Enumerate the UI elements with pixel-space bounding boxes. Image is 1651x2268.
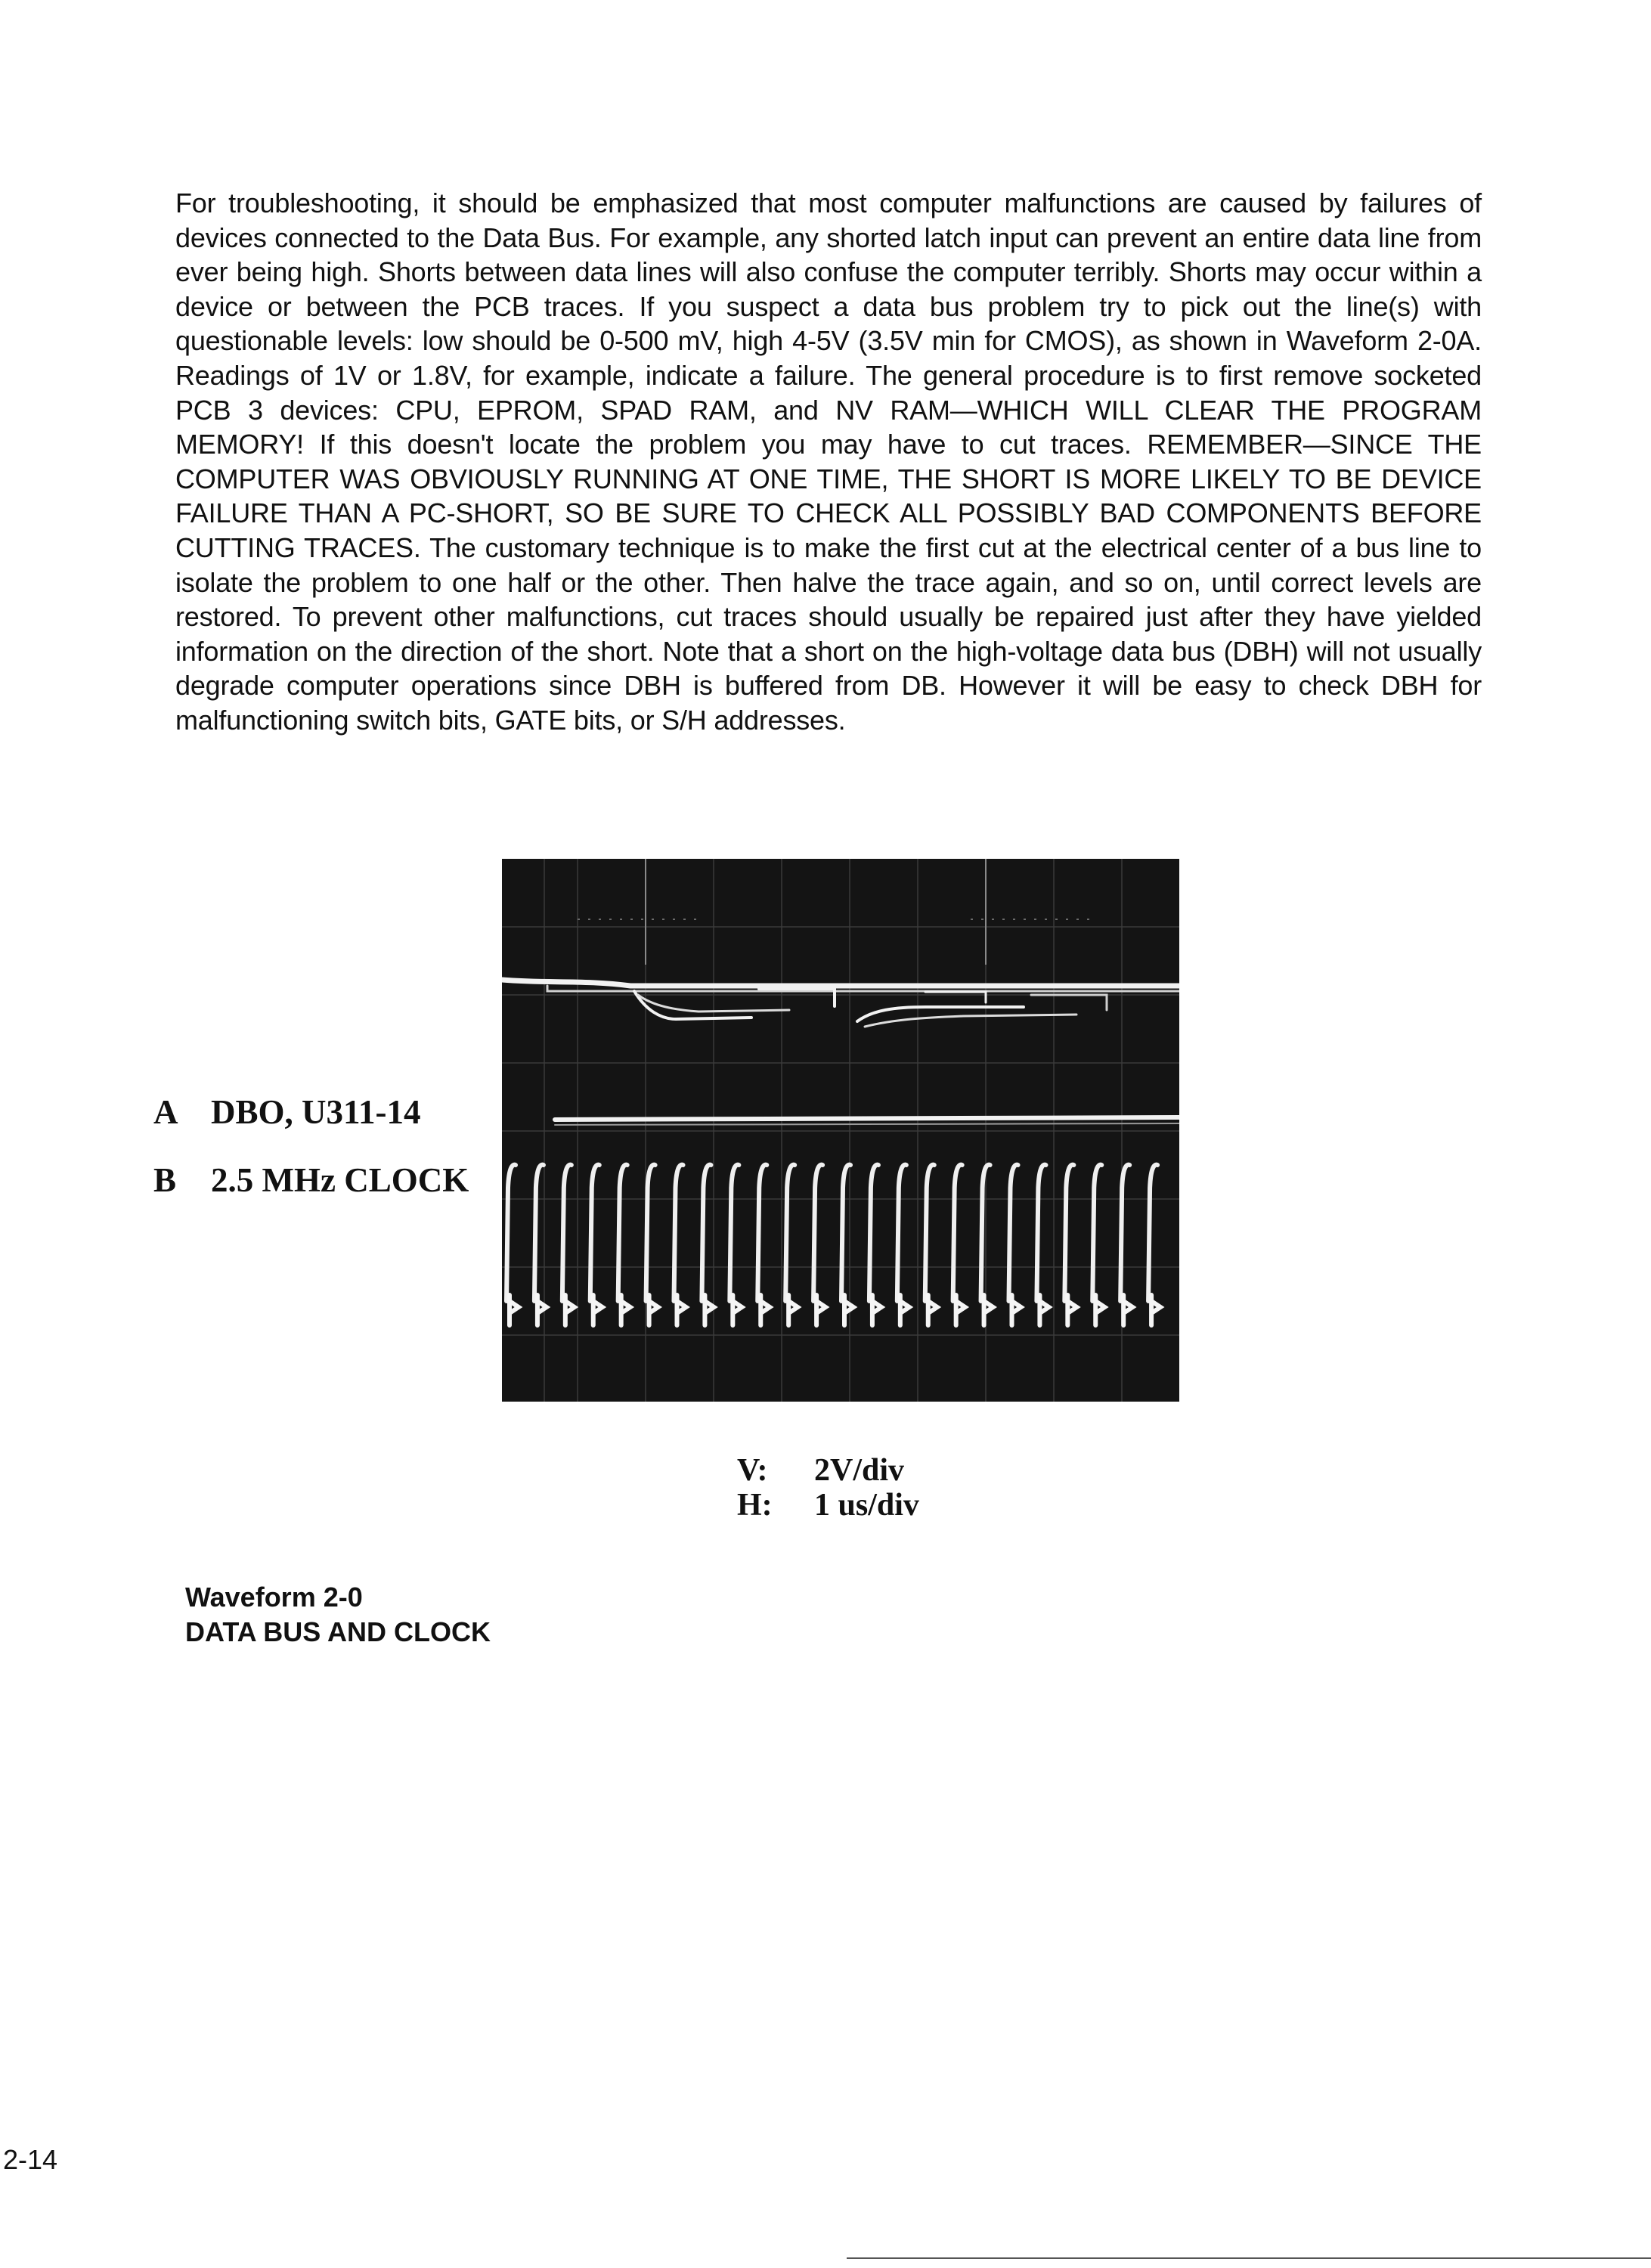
- scale-value: 2V/div: [814, 1453, 905, 1488]
- scale-value: 1 us/div: [814, 1488, 919, 1523]
- trace-letter: B: [153, 1161, 177, 1199]
- caption-subtitle: DATA BUS AND CLOCK: [185, 1616, 491, 1647]
- trace-label-a: [153, 1093, 421, 1131]
- trace-name: 2.5 MHz CLOCK: [211, 1161, 469, 1199]
- figure-caption: [185, 1580, 491, 1650]
- page-bottom-rule: [847, 2257, 1651, 2259]
- vertical-scale: [737, 1453, 919, 1488]
- trace-name: DBO, U311-14: [211, 1093, 421, 1131]
- trace-label-b: [153, 1161, 469, 1199]
- trace-letter: A: [153, 1093, 178, 1131]
- oscilloscope-trace-drawing: [502, 859, 1179, 1402]
- scale-key: H:: [737, 1488, 773, 1523]
- caption-title: Waveform 2-0: [185, 1582, 363, 1613]
- scope-scale-settings: [737, 1453, 919, 1523]
- body-paragraph: For troubleshooting, it should be emphasized that most computer malfunctions are caused by failures of devices connected to the Data Bus. For example, any shorted latch input can prevent an entire data line from ever being high. Shorts between data lines will also confuse the computer terribly. Shorts may occur within a device or between the PCB traces. If you suspect a data bus problem try to pick out the line(s) with questionable levels: low should be 0-500 mV, high 4-5V (3.5V min for CMOS), as shown in Waveform 2-0A. Readings of 1V or 1.8V, for example, indicate a failure. The general procedure is to first remove socketed PCB 3 devices: CPU, EPROM, SPAD RAM, and NV RAM—WHICH WILL CLEAR THE PROGRAM MEMORY! If this doesn't locate the problem you may have to cut traces. REMEMBER—SINCE THE COMPUTER WAS OBVIOUSLY RUNNING AT ONE TIME, THE SHORT IS MORE LIKELY TO BE DEVICE FAILURE THAN A PC-SHORT, SO BE SURE TO CHECK ALL POSSIBLY BAD COMPONENTS BEFORE CUTTING TRACES. The customary technique is to make the first cut at the electrical center of a bus line to isolate the problem to one half or the other. Then halve the trace again, and so on, until correct levels are restored. To prevent other malfunctions, cut traces should usually be repaired just after they have yielded information on the direction of the short. Note that a short on the high-voltage data bus (DBH) will not usually degrade computer operations since DBH is buffered from DB. However it will be easy to check DBH for malfunctioning switch bits, GATE bits, or S/H addresses.: [175, 187, 1482, 736]
- page-number: 2-14: [3, 2144, 58, 2175]
- horizontal-scale: [737, 1488, 919, 1523]
- scale-key: V:: [737, 1453, 768, 1488]
- oscilloscope-photo: [502, 859, 1179, 1402]
